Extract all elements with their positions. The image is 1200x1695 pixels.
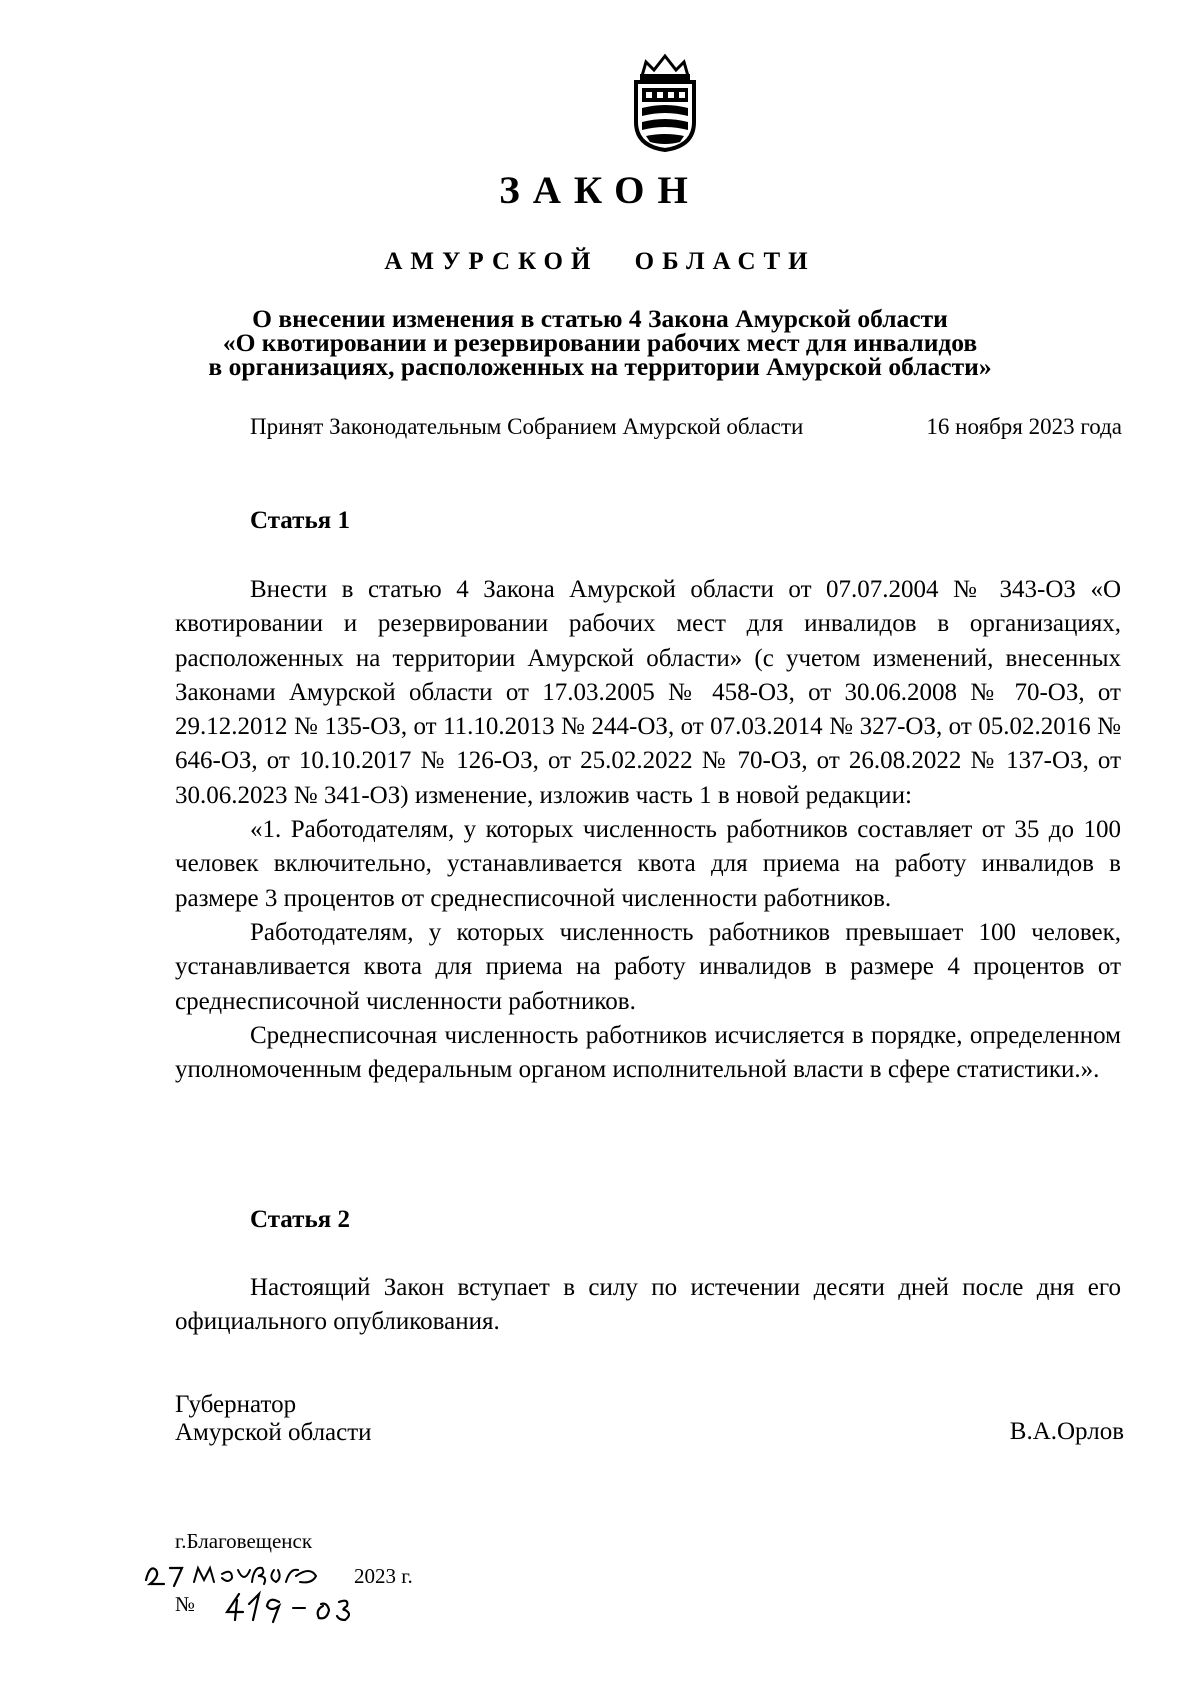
article-2-heading: Статья 2 xyxy=(250,1206,350,1233)
signing-year: 2023 г. xyxy=(354,1564,413,1588)
article-1-paragraph: Работодателям, у которых численность работников превышает 100 человек, устанавливается квота для приема на работу инвалидов в размере 4 процентов от среднесписочной численности работников. xyxy=(175,918,1121,1015)
article-1-paragraph: Среднесписочная численность работников исчисляется в порядке, определенном уполномоченным федеральным органом исполнительной власти в сфере статистики.». xyxy=(175,1021,1121,1084)
subject-line: О внесении изменения в статью 4 Закона Амурской области xyxy=(252,304,948,333)
article-1-heading: Статья 1 xyxy=(250,507,350,534)
adopted-by: Принят Законодательным Собранием Амурской области xyxy=(250,414,804,439)
article-2-paragraph: Настоящий Закон вступает в силу по истечении десяти дней после дня его официального опубликования. xyxy=(175,1274,1121,1336)
article-1-body xyxy=(175,573,1121,1087)
subject-line: «О квотировании и резервировании рабочих мест для инвалидов xyxy=(222,328,978,357)
law-number xyxy=(175,1588,395,1624)
adopted-date: 16 ноября 2023 года xyxy=(926,414,1122,439)
signing-date xyxy=(140,1556,440,1590)
signatory-position xyxy=(175,1391,372,1447)
place-of-signing: г.Благовещенск xyxy=(175,1529,313,1553)
adoption-line xyxy=(250,414,1122,440)
handwritten-number xyxy=(223,1588,373,1624)
handwritten-date xyxy=(140,1556,340,1590)
document-subject xyxy=(150,304,1050,381)
coat-of-arms-icon xyxy=(628,52,702,152)
article-1-paragraph: «1. Работодателям, у которых численность работников составляет от 35 до 100 человек включительно, устанавливается квота для приема на работу инвалидов в размере 3 процентов от среднесписочной численности работников. xyxy=(175,816,1121,912)
document-title: ЗАКОН xyxy=(499,169,701,212)
subject-line: в организациях, расположенных на территории Амурской области» xyxy=(208,352,992,381)
number-sign: № xyxy=(175,1592,196,1616)
signatory-position-line: Амурской области xyxy=(175,1419,372,1446)
signatory-position-line: Губернатор xyxy=(175,1391,297,1418)
article-2-body xyxy=(175,1271,1121,1340)
document-region: АМУРСКОЙ ОБЛАСТИ xyxy=(384,248,816,275)
article-1-paragraph: Внести в статью 4 Закона Амурской области от 07.07.2004 № 343-ОЗ «О квотировании и резервировании рабочих мест для инвалидов в организациях, расположенных на территории Амурской области» (с учетом изменений, внесенных Законами Амурской области от 17.03.2005 № 458-ОЗ, от 30.06.2008 № 70-ОЗ, от 29.12.2012 № 135-ОЗ, от 11.10.2013 № 244-ОЗ, от 07.03.2014 № 327-ОЗ, от 05.02.2016 № 646-ОЗ, от 10.10.2017 № 126-ОЗ, от 25.02.2022 № 70-ОЗ, от 26.08.2022 № 137-ОЗ, от 30.06.2023 № 341-ОЗ) изменение, изложив часть 1 в новой редакции: xyxy=(175,576,1121,809)
signatory-name: В.А.Орлов xyxy=(1009,1418,1124,1445)
